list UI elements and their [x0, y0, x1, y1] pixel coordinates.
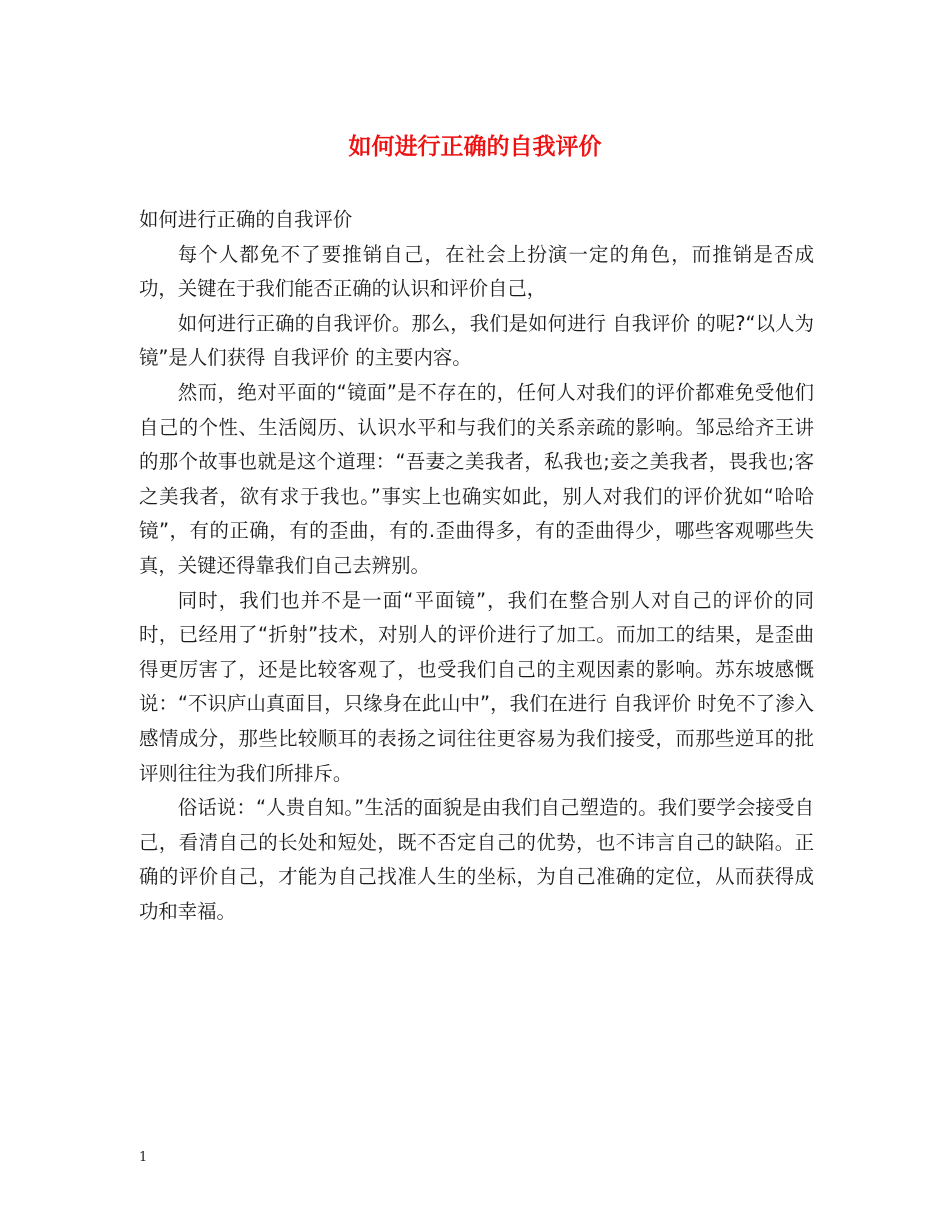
document-title: 如何进行正确的自我评价	[348, 134, 602, 160]
body-paragraph: 每个人都免不了要推销自己，在社会上扮演一定的角色，而推销是否成功，关键在于我们能否正确的认识和评价自己，	[139, 242, 814, 301]
document-body	[139, 203, 814, 929]
body-paragraph: 俗话说：“人贵自知。”生活的面貌是由我们自己塑造的。我们要学会接受自己，看清自己的长处和短处，既不否定自己的优势，也不讳言自己的缺陷。正确的评价自己，才能为自己找准人生的坐标，为自己准确的定位，从而获得成功和幸福。	[139, 796, 814, 923]
subtitle-paragraph: 如何进行正确的自我评价	[139, 208, 353, 231]
body-paragraph: 同时，我们也并不是一面“平面镜”，我们在整合别人对自己的评价的同时，已经用了“折射”技术，对别人的评价进行了加工。而加工的结果，是歪曲得更厉害了，还是比较客观了，也受我们自己的主观因素的影响。苏东坡感慨说：“不识庐山真面目，只缘身在此山中”，我们在进行 自我评价 时免不了渗入感情成分，那些比较顺耳的表扬之词往往更容易为我们接受，而那些逆耳的批评则往往为我们所排斥。	[139, 588, 814, 785]
body-paragraph: 如何进行正确的自我评价。那么，我们是如何进行 自我评价 的呢?“以人为镜”是人们获得 自我评价 的主要内容。	[139, 311, 814, 370]
body-paragraph: 然而，绝对平面的“镜面”是不存在的，任何人对我们的评价都难免受他们自己的个性、生活阅历、认识水平和与我们的关系亲疏的影响。邹忌给齐王讲的那个故事也就是这个道理：“吾妻之美我者，私我也;妾之美我者，畏我也;客之美我者，欲有求于我也。”事实上也确实如此，别人对我们的评价犹如“哈哈镜”，有的正确，有的歪曲，有的.歪曲得多，有的歪曲得少，哪些客观哪些失真，关键还得靠我们自己去辨别。	[139, 380, 814, 577]
page-number: 1	[139, 1150, 148, 1165]
